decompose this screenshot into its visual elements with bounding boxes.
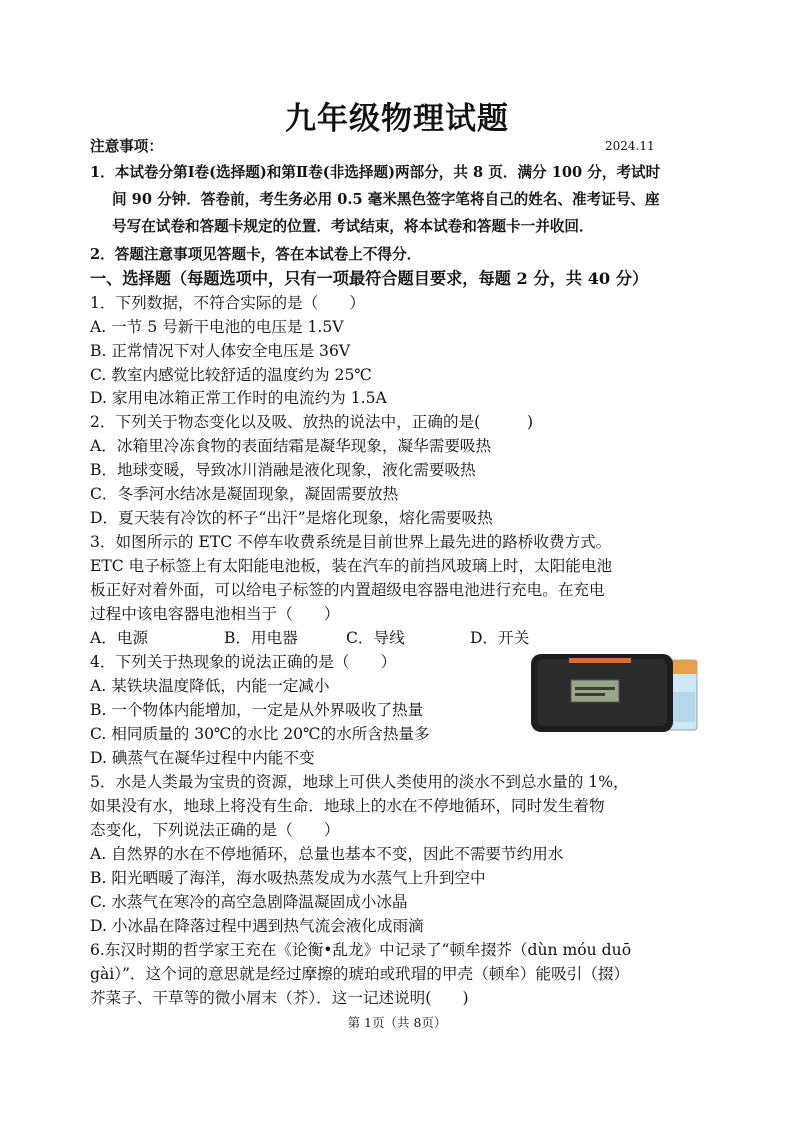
notice-line: 2．答题注意事项见答题卡，答在本试卷上不得分． xyxy=(90,246,422,263)
q4-option-d: D. 碘蒸气在凝华过程中内能不变 xyxy=(90,749,315,767)
etc-device-image xyxy=(529,652,701,734)
etc-lcd-screen xyxy=(571,680,619,702)
question-3-stem: 板正好对着外面，可以给电子标签的内置超级电容器电池进行充电。在充电 xyxy=(90,581,605,599)
exam-date: 2024.11 xyxy=(605,139,655,153)
notice-line: 1．本试卷分第Ⅰ卷(选择题)和第Ⅱ卷(非选择题)两部分，共 8 页．满分 100 分，考试时 xyxy=(90,164,661,181)
page-footer: 第 1页（共 8页） xyxy=(347,1015,447,1030)
question-5-stem: 态变化，下列说法正确的是（ ） xyxy=(90,821,340,839)
section-heading: 一、选择题（每题选项中，只有一项最符合题目要求，每题 2 分，共 40 分） xyxy=(90,269,649,288)
etc-lcd-text xyxy=(575,687,615,690)
question-6-stem: gài）”．这个词的意思就是经过摩擦的琥珀或玳瑁的甲壳（顿牟）能吸引（掇） xyxy=(90,965,630,983)
q5-option-c: C. 水蒸气在寒冷的高空急剧降温凝固成小冰晶 xyxy=(90,893,408,911)
q3-option-c: C．导线 xyxy=(346,629,405,647)
q3-option-a: A．电源 xyxy=(90,629,149,647)
question-6-stem: 芥菜子、干草等的微小屑末（芥）．这一记述说明( ) xyxy=(90,989,469,1007)
question-3-stem: 过程中该电容器电池相当于（ ） xyxy=(90,605,340,623)
q1-option-b: B. 正常情况下对人体安全电压是 36V xyxy=(90,342,351,360)
notice-line: 号写在试卷和答题卡规定的位置．考试结束，将本试卷和答题卡一并收回． xyxy=(112,218,594,235)
q1-option-d: D. 家用电冰箱正常工作时的电流约为 1.5A xyxy=(90,389,387,407)
q1-option-c: C. 教室内感觉比较舒适的温度约为 25℃ xyxy=(90,366,372,384)
q4-option-c: C. 相同质量的 30℃的水比 20℃的水所含热量多 xyxy=(90,725,430,743)
q2-option-d: D．夏天装有冷饮的杯子“出汗”是熔化现象，熔化需要吸热 xyxy=(90,509,493,527)
question-3-stem: ETC 电子标签上有太阳能电池板，装在汽车的前挡风玻璃上时，太阳能电池 xyxy=(90,557,613,575)
q1-option-a: A. 一节 5 号新干电池的电压是 1.5V xyxy=(90,318,344,336)
question-5-stem: 5．水是人类最为宝贵的资源，地球上可供人类使用的淡水不到总水量的 1%， xyxy=(90,773,629,791)
question-6-stem: 6.东汉时期的哲学家王充在《论衡•乱龙》中记录了“顿牟掇芥（dùn móu duō xyxy=(90,941,632,959)
notice-line: 间 90 分钟．答卷前，考生务必用 0.5 毫米黑色签字笔将自己的姓名、准考证号、座 xyxy=(112,191,660,208)
q5-option-a: A. 自然界的水在不停地循环，总量也基本不变，因此不需要节约用水 xyxy=(90,845,564,863)
q3-option-d: D．开关 xyxy=(470,629,530,647)
question-5-stem: 如果没有水，地球上将没有生命．地球上的水在不停地循环，同时发生着物 xyxy=(90,797,605,815)
notice-heading: 注意事项： xyxy=(90,138,163,155)
question-4-stem: 4．下列关于热现象的说法正确的是（ ） xyxy=(90,653,397,671)
etc-brand-strip xyxy=(569,658,631,663)
q5-option-b: B. 阳光晒暖了海洋，海水吸热蒸发成为水蒸气上升到空中 xyxy=(90,869,486,887)
q5-option-d: D. 小冰晶在降落过程中遇到热气流会液化成雨滴 xyxy=(90,917,424,935)
page-title: 九年级物理试题 xyxy=(285,101,509,137)
question-2-stem: 2．下列关于物态变化以及吸、放热的说法中，正确的是( ) xyxy=(90,413,534,431)
etc-lcd-text xyxy=(575,693,605,696)
q2-option-b: B．地球变暖，导致冰川消融是液化现象，液化需要吸热 xyxy=(90,461,476,479)
q4-option-b: B. 一个物体内能增加，一定是从外界吸收了热量 xyxy=(90,701,424,719)
q2-option-c: C．冬季河水结冰是凝固现象，凝固需要放热 xyxy=(90,485,399,503)
question-1-stem: 1．下列数据，不符合实际的是（ ） xyxy=(90,294,366,312)
q4-option-a: A. 某铁块温度降低，内能一定减小 xyxy=(90,677,330,695)
question-3-stem: 3．如图所示的 ETC 不停车收费系统是目前世界上最先进的路桥收费方式。 xyxy=(90,533,612,551)
q2-option-a: A．冰箱里冷冻食物的表面结霜是凝华现象，凝华需要吸热 xyxy=(90,437,492,455)
q3-option-b: B．用电器 xyxy=(224,629,298,647)
